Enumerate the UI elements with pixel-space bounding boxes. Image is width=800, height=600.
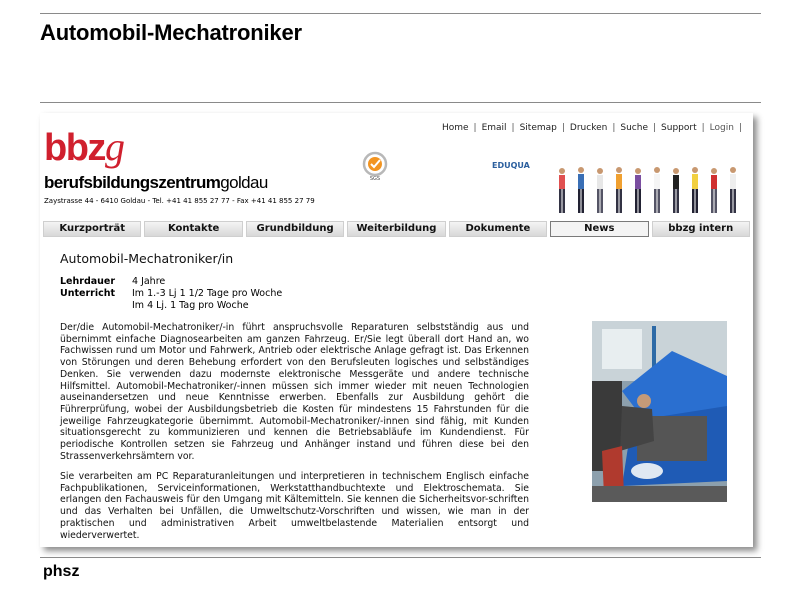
- tab-kurzportraet[interactable]: Kurzporträt: [43, 221, 141, 237]
- facts-table: [60, 276, 282, 312]
- logo-bbz-text: bbz: [44, 127, 105, 169]
- slide-top-rule: [40, 13, 761, 14]
- nav-separator: |: [653, 123, 657, 133]
- unterricht-value-2: Im 4 Lj. 1 Tag pro Woche: [132, 300, 249, 311]
- nav-support-link[interactable]: Support: [661, 123, 697, 133]
- sgs-certification-icon: [360, 151, 390, 181]
- logo-subtitle-bold: berufsbildungszentrum: [44, 173, 221, 192]
- slide-footer: phsz: [43, 563, 80, 580]
- nav-separator: |: [473, 123, 477, 133]
- unterricht-label: Unterricht: [60, 288, 116, 299]
- lehrdauer-value: 4 Jahre: [132, 276, 166, 287]
- nav-suche-link[interactable]: Suche: [620, 123, 648, 133]
- nav-separator: |: [701, 123, 705, 133]
- address-line: Zaystrasse 44 - 6410 Goldau - Tel. +41 41 855 27 77 - Fax +41 41 855 27 79: [44, 197, 315, 205]
- content-title: Automobil-Mechatroniker/in: [60, 251, 234, 266]
- logo-subtitle-light: goldau: [220, 173, 268, 192]
- nav-email-link[interactable]: Email: [481, 123, 507, 133]
- tab-weiterbildung[interactable]: Weiterbildung: [347, 221, 445, 237]
- eduqua-label: EDUQUA: [492, 161, 530, 170]
- slide-title: Automobil-Mechatroniker: [40, 20, 302, 45]
- slide-title-rule: [40, 102, 761, 103]
- facts-row-lehrdauer: [60, 276, 282, 288]
- tab-bbzg-intern[interactable]: bbzg intern: [652, 221, 750, 237]
- lehrdauer-label: Lehrdauer: [60, 276, 116, 287]
- nav-sitemap-link[interactable]: Sitemap: [519, 123, 557, 133]
- description-paragraph-1: Der/die Automobil-Mechatroniker/-in führt anspruchsvolle Reparaturen selbstständig aus und übernimmt einfache Diagnosearbeiten am ganzen Fahrzeug. Er/Sie legt überall dort Hand an, wo Fachwissen rund um Motor und Fahrwerk, Antrieb oder elektrische Anlage gefragt ist. Das Erkennen von Störungen und deren Behebung erfordert von den Berufsleuten logisches und selbständiges Denken. Sie verwenden dazu modernste elektronische Messgeräte und andere technische Hilfsmittel. Automobil-Mechatroniker/-innen müssen sich immer wieder mit neuen Technologien auseinandersetzen und neue Kenntnisse erwerben. Ebenfalls zur Ausbildung gehört die Führerprüfung, wobei der Ausbildungsbetrieb die Kosten für mindestens 15 Fahrstunden für die jeweilige Fahrzeugkategorie übernimmt. Automobil-Mechatroniker/-innen sind fähig, mit Kunden situationsgerecht zu kommunizieren und kennen die Betriebsabläufe im Kundendienst. Für periodische Kontrollen setzen sie Fahrzeug und Anhänger instand und führen diese bei den Strassenverkehrsämtern vor.: [60, 322, 529, 462]
- tab-dokumente[interactable]: Dokumente: [449, 221, 547, 237]
- website-screenshot: [40, 113, 753, 547]
- site-logo[interactable]: [44, 124, 124, 169]
- logo-g-text: g: [104, 124, 124, 169]
- nav-separator: |: [511, 123, 515, 133]
- slide-bottom-rule: [40, 557, 761, 558]
- nav-separator: |: [612, 123, 616, 133]
- facts-row-unterricht-2: [60, 300, 282, 312]
- tab-grundbildung[interactable]: Grundbildung: [246, 221, 344, 237]
- description-paragraph-2: Sie verarbeiten am PC Reparaturanleitungen und interpretieren in technischem Englisch einfache Fachpublikationen, Serviceinformationen, Werkstatthandbuchtexte und Elektroschemata. Sie erlangen den Fachausweis für den Umgang mit Kältemitteln. Sie kennen die Sicherheitsvor-schriften und das Verhalten bei Unfällen, die Umweltschutz-Vorschriften und wissen, wie man in der praktischen und administrativen Arbeit umweltbelastende Materialien entsorgt und wiederverwertet.: [60, 471, 529, 541]
- top-nav: [442, 123, 747, 133]
- nav-separator: |: [561, 123, 565, 133]
- logo-subtitle: [44, 173, 268, 193]
- eduqua-logo: [492, 161, 530, 170]
- nav-separator: |: [738, 123, 742, 133]
- sgs-label: SGS: [369, 176, 381, 181]
- nav-home-link[interactable]: Home: [441, 123, 469, 133]
- tab-news[interactable]: News: [550, 221, 648, 237]
- nav-login-link[interactable]: Login: [709, 123, 734, 133]
- unterricht-value-1: Im 1.-3 Lj 1 1/2 Tage pro Woche: [132, 288, 283, 299]
- main-nav: [43, 221, 750, 237]
- nav-drucken-link[interactable]: Drucken: [569, 123, 608, 133]
- tab-kontakte[interactable]: Kontakte: [144, 221, 242, 237]
- facts-row-unterricht: [60, 288, 282, 300]
- mechanic-car-photo: [592, 321, 727, 502]
- students-group-icon: [554, 165, 749, 215]
- facts-spacer: [60, 300, 132, 312]
